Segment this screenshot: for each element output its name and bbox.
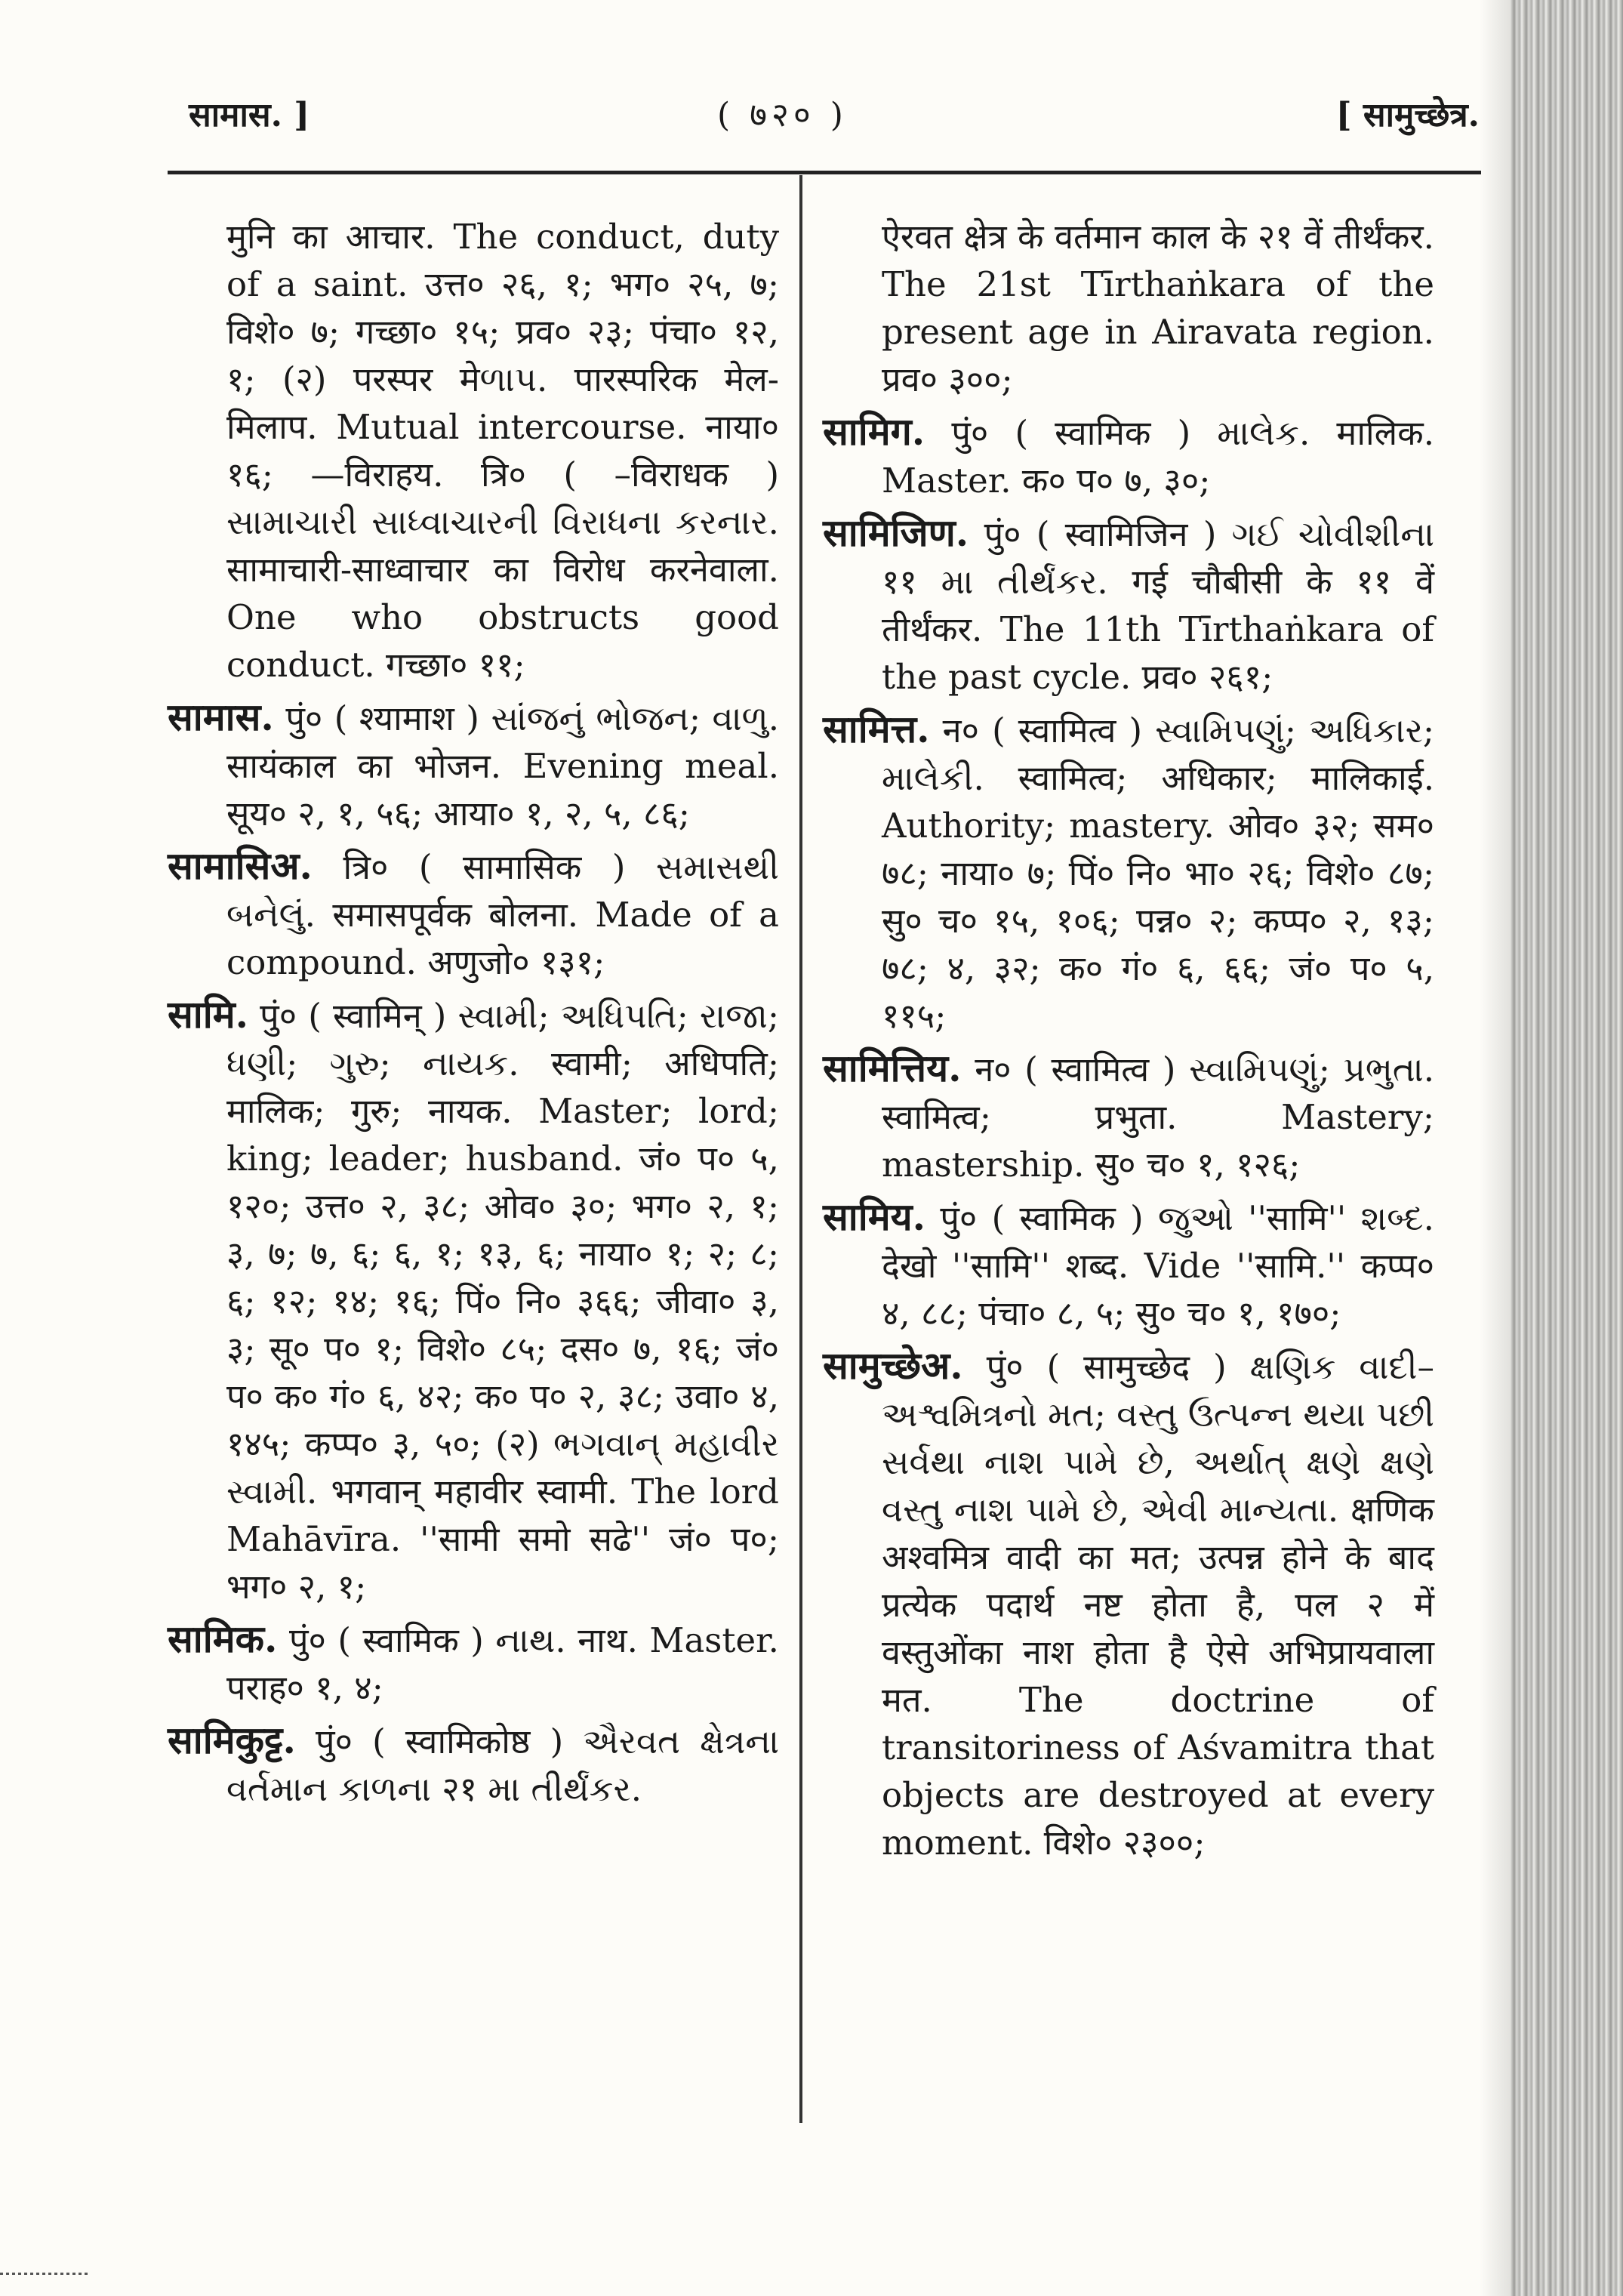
entry-body: पुं० ( स्वामिक ) માલેક. मालिक. Master. क० प० ७, ३०; [882, 413, 1434, 501]
entry-body: त्रि० ( सामासिक ) સમાસથી બનેલું. समासपूर्वक बोलना. Made of a compound. अणुजो० १३१; [226, 847, 779, 982]
entry-body: ऐरवत क्षेत्र के वर्तमान काल के २१ वें तीर्थंकर. The 21st Tīrthaṅkara of the present age in Airavata region. प्रव० ३००; [882, 217, 1434, 399]
dictionary-entry [823, 1044, 1434, 1188]
column-divider [799, 175, 802, 2123]
entry-body: पुं० ( स्वामिकोष्ठ ) ઐરવત ક્ષેત્રના વર્તમાન કાળના २१ મા તીર્થંકર. [226, 1721, 779, 1809]
entry-headword: सामिग. [823, 409, 925, 454]
dictionary-entry [823, 509, 1434, 701]
entry-headword: सामास. [168, 695, 274, 739]
dictionary-entry [168, 991, 779, 1610]
left-column [168, 211, 779, 1817]
entry-body: पुं० ( श्यामाश ) સાંજનું ભોજન; વાળુ. सायंकाल का भोजन. Evening meal. सूय० २, १, ५६; आया० १, २, ५, ८६; [226, 698, 780, 834]
dictionary-entry [168, 693, 779, 837]
dictionary-entry [823, 211, 1434, 403]
dictionary-entry [168, 1716, 779, 1813]
entry-body: पुं० ( स्वामिजिन ) ગઈ ચોવીશીના ११ મા તીર્થંકર. गई चौबीसी के ११ वें तीर्थंकर. The 11th Tīrthaṅkara of the past cycle. प्रव० २६१; [882, 514, 1434, 697]
dictionary-entry [823, 1193, 1434, 1337]
page-header [174, 83, 1480, 151]
entry-headword: सामिजिण. [823, 510, 969, 555]
entry-body: न० ( स्वामित्व ) સ્વામિપણું; પ્રભુતા. स्वामित्व; प्रभुता. Mastery; mastership. सु० च० १, १२६; [882, 1049, 1435, 1185]
entry-headword: सामिय. [823, 1194, 926, 1239]
header-right-guide-word: [ सामुच्छेत्र. [1335, 96, 1480, 134]
entry-headword: सामित्त. [823, 707, 930, 751]
entry-body: न० ( स्वामित्व ) સ્વામિપણું; અધિકાર; માલેકી. स्वामित्व; अधिकार; मालिकाई. Authority; mastery. ओव० ३२; सम० ७८; नाया० ७; पिं० नि० भा० २६; विशे० ८७; सु० च० १५, १०६; पन्न० २; कप्प० २, १३; ७८; ४, ३२; क० गं० ६, ६६; जं० प० ५, ११५; [882, 710, 1434, 1036]
header-rule [168, 171, 1481, 174]
entry-body: पुं० ( सामुच्छेद ) ક્ષણિક વાદી–અશ્વમિત્રનો મત; વસ્તુ ઉત્પન્ન થયા પછી સર્વથા નાશ પામે છે, અર્થાત્ ક્ષણે ક્ષણે વસ્તુ નાશ પામે છે, એવી માન્યતા. क्षणिक अश्वमित्र वादी का मत; उत्पन्न होने के बाद प्रत्येक पदार्थ नष्ट होता है, पल २ में वस्तुओंका नाश होता है ऐसे अभिप्रायवाला मत. The doctrine of transitoriness of Aśvamitra that objects are destroyed at every moment. विशे० २३००; [882, 1347, 1434, 1863]
dictionary-entry [823, 408, 1434, 504]
scan-margin-mark [0, 2273, 91, 2275]
dictionary-entry [168, 842, 779, 986]
entry-body: मुनि का आचार. The conduct, duty of a saint. उत्त० २६, १; भग० २५, ७; विशे० ७; गच्छा० १५; प्रव० २३; पंचा० १२, १; (२) परस्पर मेળાપ. पारस्परिक मेल-मिलाप. Mutual intercourse. नाया० १६; —विराहय. त्रि० ( –विराधक ) સામાચારી સાધ્વાચારની વિરાધના કરનાર. सामाचारी-साध्वाचार का विरोध करनेवाला. One who obstructs good conduct. गच्छा० ११; [226, 217, 779, 685]
entry-headword: सामित्तिय. [823, 1046, 962, 1090]
right-column [823, 211, 1434, 1871]
scan-edge-shadow [1510, 0, 1623, 2296]
entry-headword: सामुच्छेअ. [823, 1343, 963, 1388]
entry-body: पुं० ( स्वामिक ) જુઓ ''सामि'' શબ્દ. देखो ''सामि'' शब्द. Vide ''सामि.'' कप्प० ४, ८८; पंचा० ८, ५; सु० च० १, १७०; [882, 1198, 1434, 1333]
scan-edge-fade [1480, 0, 1510, 2296]
header-left-guide-word: सामास. ] [189, 96, 310, 134]
dictionary-entry [168, 211, 779, 689]
page-number: ( ७२० ) [717, 96, 848, 134]
dictionary-entry [168, 1615, 779, 1712]
entry-headword: सामि. [168, 992, 249, 1037]
dictionary-entry [823, 1342, 1434, 1866]
entry-headword: सामिकुट्ट. [168, 1718, 296, 1762]
entry-headword: सामासिअ. [168, 843, 313, 888]
entry-body: पुं० ( स्वामिक ) નાથ. नाथ. Master. पराह० १, ४; [226, 1620, 779, 1708]
entry-headword: सामिक. [168, 1616, 278, 1661]
dictionary-entry [823, 705, 1434, 1040]
entry-body: पुं० ( स्वामिन् ) સ્વામી; અધિપતિ; રાજા; ધણી; ગુરુ; નાયક. स्वामी; अधिपति; मालिक; गुरु; नायक. Master; lord; king; leader; husband. जं० प० ५, १२०; उत्त० २, ३८; ओव० ३०; भग० २, १; ३, ७; ७, ६; ६, १; १३, ६; नाया० १; २; ८; ६; १२; १४; १६; पिं० नि० ३६६; जीवा० ३, ३; सू० प० १; विशे० ८५; दस० ७, १६; जं० प० क० गं० ६, ४२; क० प० २, ३८; उवा० ४, १४५; कप्प० ३, ५०; (२) ભગવાન્ મહાવીર સ્વામી. भगवान् महावीर स्वामी. The lord Mahāvīra. ''सामी समो सढे'' जं० प०; भग० २, १; [226, 996, 779, 1607]
